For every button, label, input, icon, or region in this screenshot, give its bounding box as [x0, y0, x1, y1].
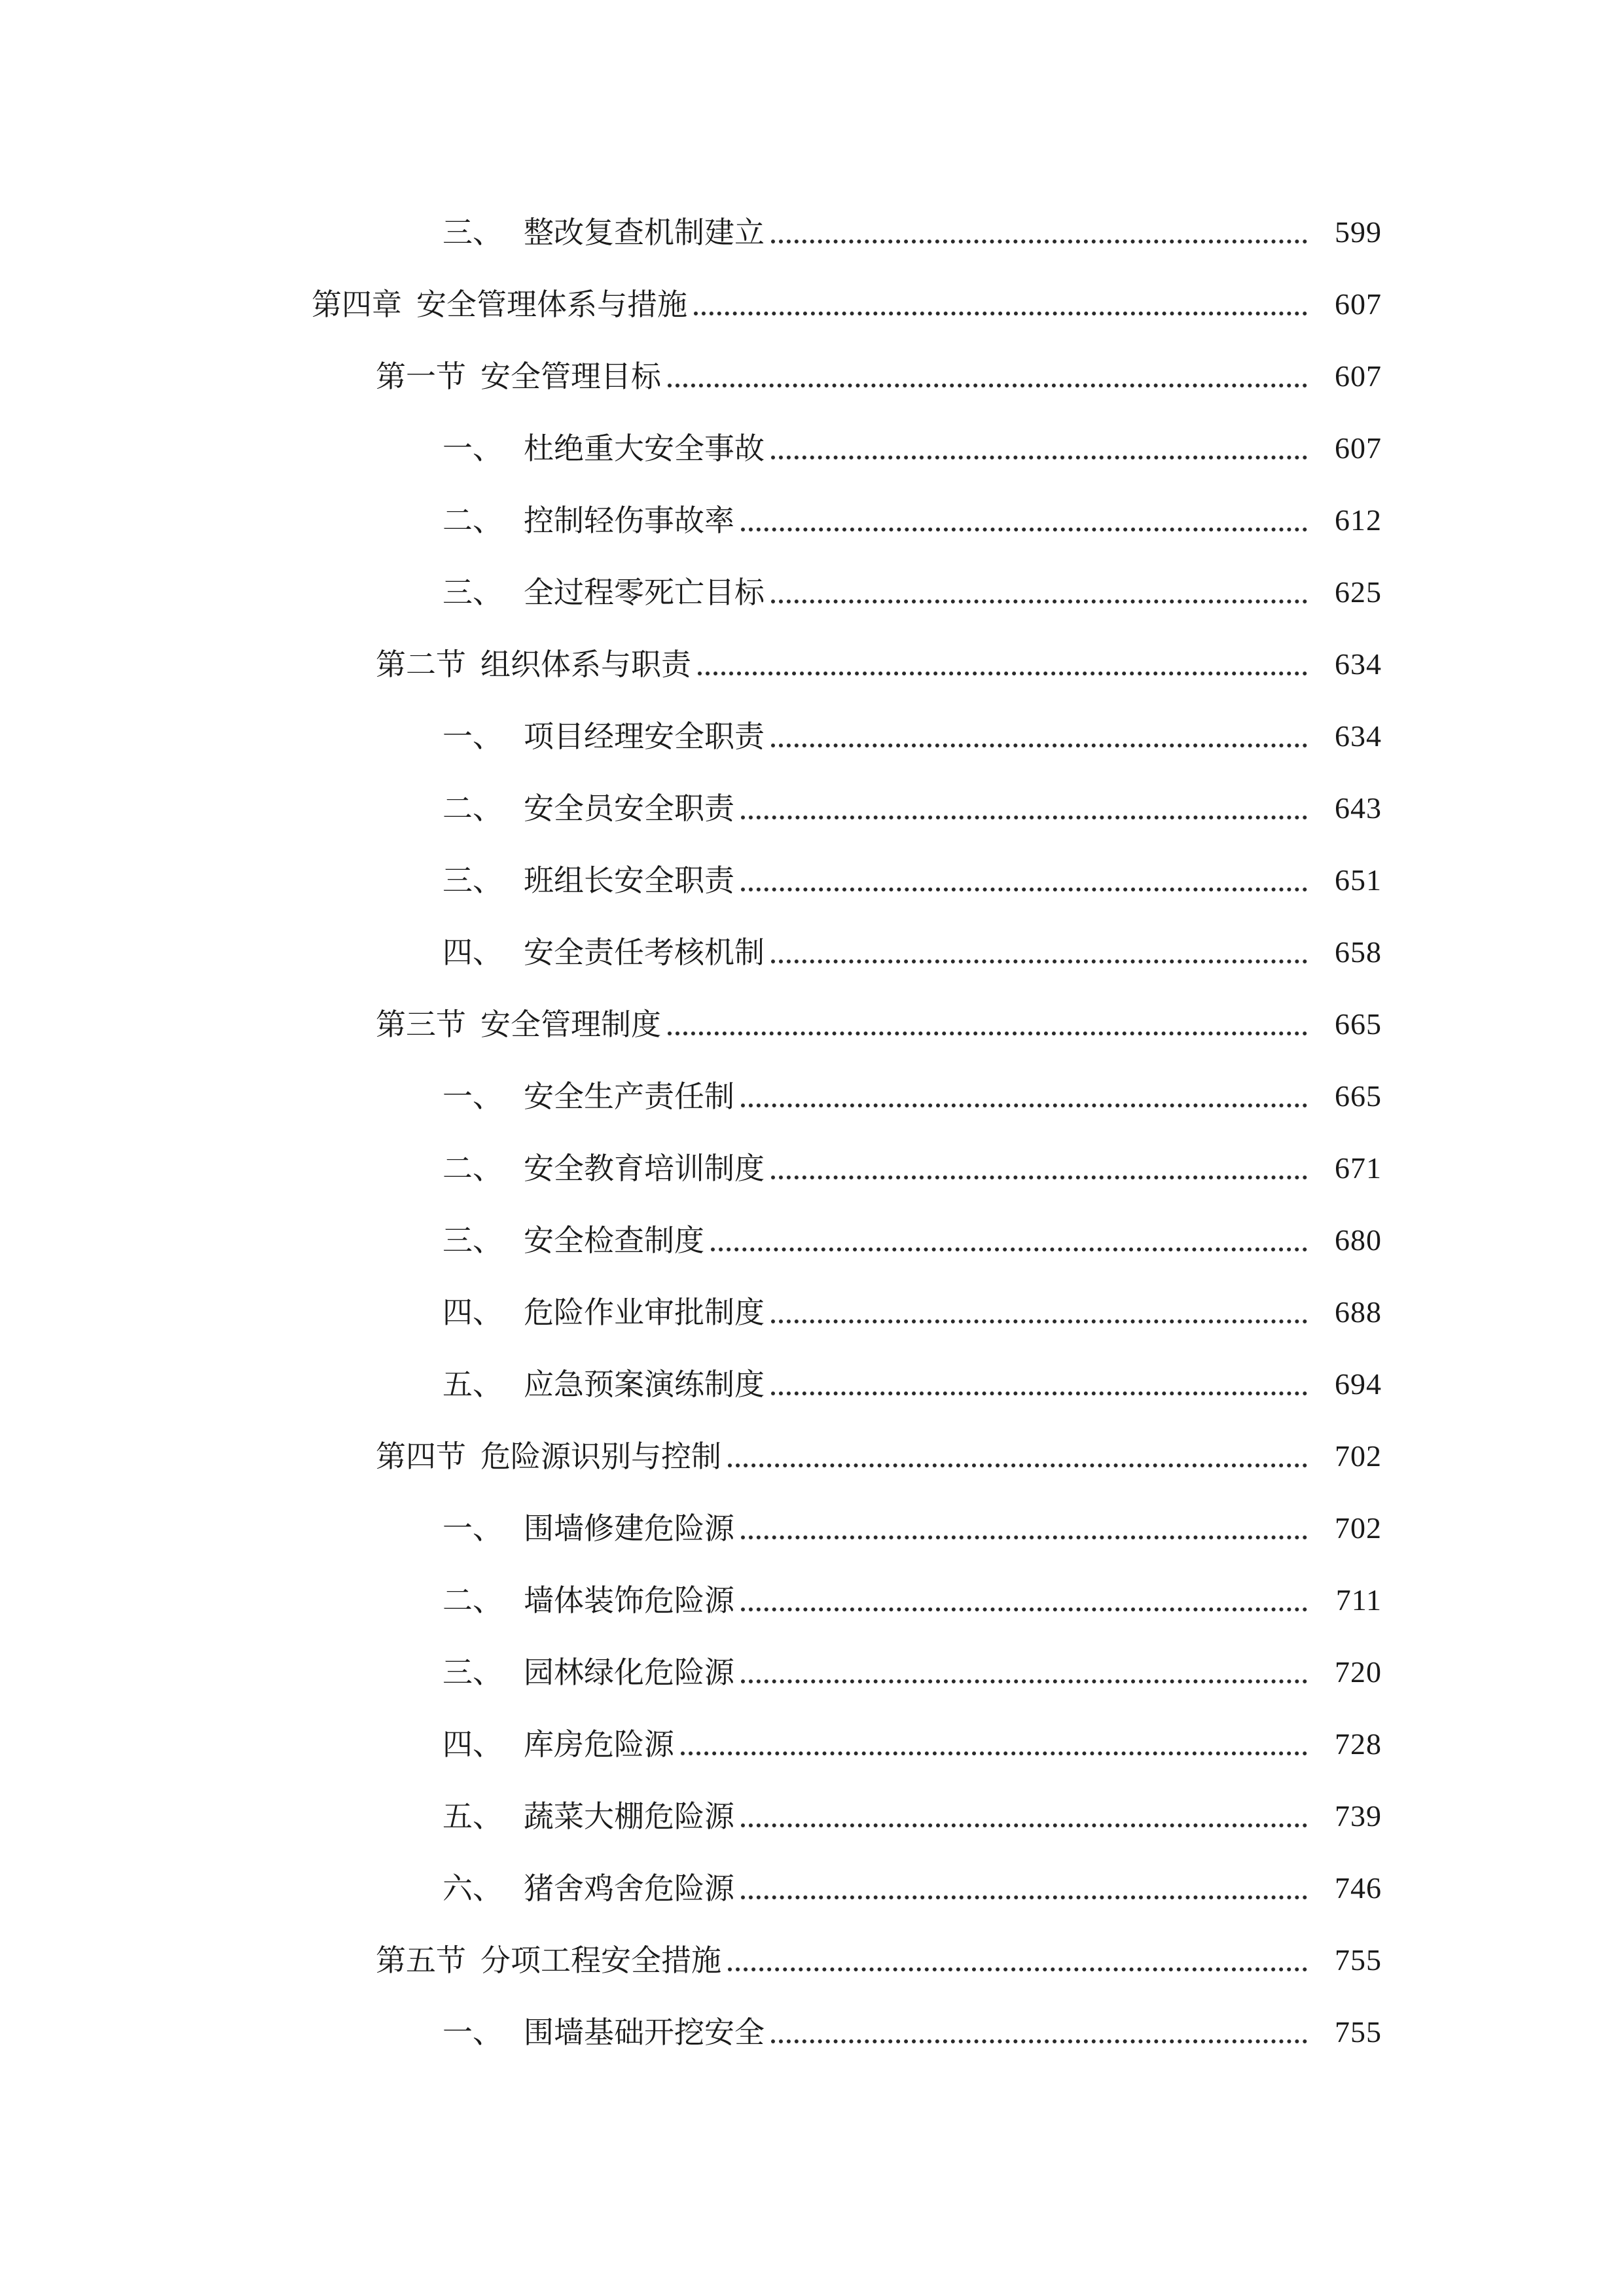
toc-entry[interactable]	[0, 1492, 1624, 1564]
toc-entry-title: 墙体装饰危险源	[524, 1583, 734, 1618]
dot-leader	[771, 2039, 1307, 2043]
dot-leader	[771, 456, 1307, 459]
toc-entry-page: 607	[1335, 431, 1382, 465]
dot-leader	[771, 1175, 1307, 1179]
toc-entry-page: 746	[1335, 1871, 1382, 1905]
toc-entry-page: 755	[1335, 2015, 1382, 2049]
toc-entry-title: 危险源识别与控制	[480, 1439, 721, 1474]
dot-leader	[694, 312, 1307, 315]
toc-entry-page: 688	[1335, 1295, 1382, 1329]
dot-leader	[741, 1103, 1307, 1107]
toc-entry-number: 第二节	[376, 647, 466, 682]
toc-entry-page: 755	[1335, 1943, 1382, 1977]
toc-entry-title: 全过程零死亡目标	[524, 575, 765, 610]
toc-entry-page: 671	[1335, 1151, 1382, 1185]
toc-entry-page: 728	[1335, 1727, 1382, 1761]
dot-leader	[771, 600, 1307, 603]
dot-leader	[741, 1535, 1307, 1539]
toc-entry-number: 第五节	[376, 1943, 466, 1978]
dot-leader	[771, 240, 1307, 243]
dot-leader	[728, 1463, 1307, 1467]
dot-leader	[741, 528, 1307, 531]
toc-entry-page: 702	[1335, 1439, 1382, 1473]
toc-entry-number: 六、	[442, 1871, 503, 1906]
table-of-contents	[0, 196, 1624, 2068]
toc-entry-section[interactable]	[0, 1924, 1624, 1996]
toc-entry[interactable]	[0, 1132, 1624, 1204]
toc-entry[interactable]	[0, 1060, 1624, 1132]
toc-entry-section[interactable]	[0, 340, 1624, 412]
toc-entry[interactable]	[0, 1276, 1624, 1348]
toc-entry-title: 安全责任考核机制	[524, 935, 765, 970]
toc-entry-number: 一、	[442, 431, 503, 466]
toc-entry-page: 739	[1335, 1799, 1382, 1833]
toc-entry-page: 599	[1335, 215, 1382, 249]
toc-entry-number: 五、	[442, 1799, 503, 1834]
toc-entry-title: 库房危险源	[524, 1727, 674, 1762]
dot-leader	[741, 1607, 1307, 1611]
toc-entry-page: 694	[1335, 1367, 1382, 1401]
toc-entry-title: 安全生产责任制	[524, 1079, 734, 1114]
toc-entry-number: 二、	[442, 791, 503, 826]
toc-entry-page: 665	[1335, 1079, 1382, 1113]
toc-entry-number: 一、	[442, 2015, 503, 2050]
toc-entry-page: 643	[1335, 791, 1382, 825]
toc-entry-section[interactable]	[0, 628, 1624, 700]
toc-entry-page: 607	[1335, 287, 1382, 321]
dot-leader	[741, 1895, 1307, 1899]
toc-entry-title: 园林绿化危险源	[524, 1655, 734, 1690]
toc-entry-section[interactable]	[0, 1420, 1624, 1492]
toc-entry-title: 猪舍鸡舍危险源	[524, 1871, 734, 1906]
dot-leader	[668, 1031, 1307, 1035]
toc-entry-number: 四、	[442, 1295, 503, 1330]
toc-entry-page: 634	[1335, 647, 1382, 681]
toc-entry-number: 四、	[442, 1727, 503, 1762]
toc-entry-page: 612	[1335, 503, 1382, 537]
toc-entry[interactable]	[0, 1636, 1624, 1708]
toc-entry-section[interactable]	[0, 988, 1624, 1060]
toc-entry[interactable]	[0, 556, 1624, 628]
toc-entry-number: 第四章	[312, 287, 402, 322]
toc-entry-number: 一、	[442, 1079, 503, 1114]
toc-entry[interactable]	[0, 1348, 1624, 1420]
toc-entry-title: 组织体系与职责	[480, 647, 691, 682]
toc-entry[interactable]	[0, 1780, 1624, 1852]
toc-entry[interactable]	[0, 772, 1624, 844]
toc-entry-page: 720	[1335, 1655, 1382, 1689]
toc-entry-number: 一、	[442, 1511, 503, 1546]
toc-entry-title: 安全管理制度	[480, 1007, 661, 1042]
toc-entry-page: 680	[1335, 1223, 1382, 1257]
toc-entry-number: 一、	[442, 719, 503, 754]
toc-entry-title: 围墙修建危险源	[524, 1511, 734, 1546]
dot-leader	[698, 672, 1307, 675]
toc-entry-number: 二、	[442, 1151, 503, 1186]
toc-entry-page: 651	[1335, 863, 1382, 897]
toc-entry[interactable]	[0, 412, 1624, 484]
toc-entry-page: 607	[1335, 359, 1382, 393]
toc-entry-page: 625	[1335, 575, 1382, 609]
toc-entry-number: 三、	[442, 863, 503, 898]
dot-leader	[771, 744, 1307, 747]
dot-leader	[771, 1319, 1307, 1323]
toc-entry-title: 控制轻伤事故率	[524, 503, 734, 538]
toc-entry-page: 711	[1335, 1583, 1382, 1617]
toc-entry-number: 三、	[442, 575, 503, 610]
toc-entry[interactable]	[0, 1852, 1624, 1924]
dot-leader	[728, 1967, 1307, 1971]
toc-entry-number: 第四节	[376, 1439, 466, 1474]
toc-entry[interactable]	[0, 196, 1624, 268]
toc-entry[interactable]	[0, 916, 1624, 988]
toc-entry-title: 围墙基础开挖安全	[524, 2015, 765, 2050]
toc-entry-number: 二、	[442, 503, 503, 538]
dot-leader	[771, 1391, 1307, 1395]
dot-leader	[771, 960, 1307, 963]
dot-leader	[668, 384, 1307, 387]
toc-entry-title: 安全检查制度	[524, 1223, 704, 1258]
toc-entry-title: 整改复查机制建立	[524, 215, 765, 250]
toc-entry-title: 安全员安全职责	[524, 791, 734, 826]
toc-entry[interactable]	[0, 844, 1624, 916]
toc-entry[interactable]	[0, 484, 1624, 556]
toc-entry-title: 分项工程安全措施	[480, 1943, 721, 1978]
toc-entry[interactable]	[0, 1564, 1624, 1636]
dot-leader	[741, 1679, 1307, 1683]
toc-entry-page: 658	[1335, 935, 1382, 969]
toc-entry-number: 三、	[442, 215, 503, 250]
toc-entry-page: 702	[1335, 1511, 1382, 1545]
toc-entry-title: 危险作业审批制度	[524, 1295, 765, 1330]
dot-leader	[741, 1823, 1307, 1827]
toc-entry[interactable]	[0, 1204, 1624, 1276]
toc-entry-title: 安全教育培训制度	[524, 1151, 765, 1186]
toc-entry-number: 三、	[442, 1223, 503, 1258]
toc-entry-page: 634	[1335, 719, 1382, 753]
dot-leader	[711, 1247, 1307, 1251]
toc-entry-number: 五、	[442, 1367, 503, 1402]
dot-leader	[681, 1751, 1307, 1755]
toc-entry-chapter[interactable]	[0, 268, 1624, 340]
toc-entry-title: 安全管理目标	[480, 359, 661, 394]
toc-entry[interactable]	[0, 1996, 1624, 2068]
toc-entry-title: 班组长安全职责	[524, 863, 734, 898]
toc-entry-title: 蔬菜大棚危险源	[524, 1799, 734, 1834]
dot-leader	[741, 888, 1307, 891]
toc-entry[interactable]	[0, 1708, 1624, 1780]
toc-entry-title: 安全管理体系与措施	[416, 287, 687, 322]
toc-entry-title: 杜绝重大安全事故	[524, 431, 765, 466]
toc-entry-number: 第三节	[376, 1007, 466, 1042]
toc-entry-number: 第一节	[376, 359, 466, 394]
toc-entry-number: 三、	[442, 1655, 503, 1690]
dot-leader	[741, 816, 1307, 819]
toc-entry[interactable]	[0, 700, 1624, 772]
toc-entry-title: 项目经理安全职责	[524, 719, 765, 754]
toc-entry-page: 665	[1335, 1007, 1382, 1041]
toc-entry-number: 四、	[442, 935, 503, 970]
toc-entry-number: 二、	[442, 1583, 503, 1618]
toc-entry-title: 应急预案演练制度	[524, 1367, 765, 1402]
